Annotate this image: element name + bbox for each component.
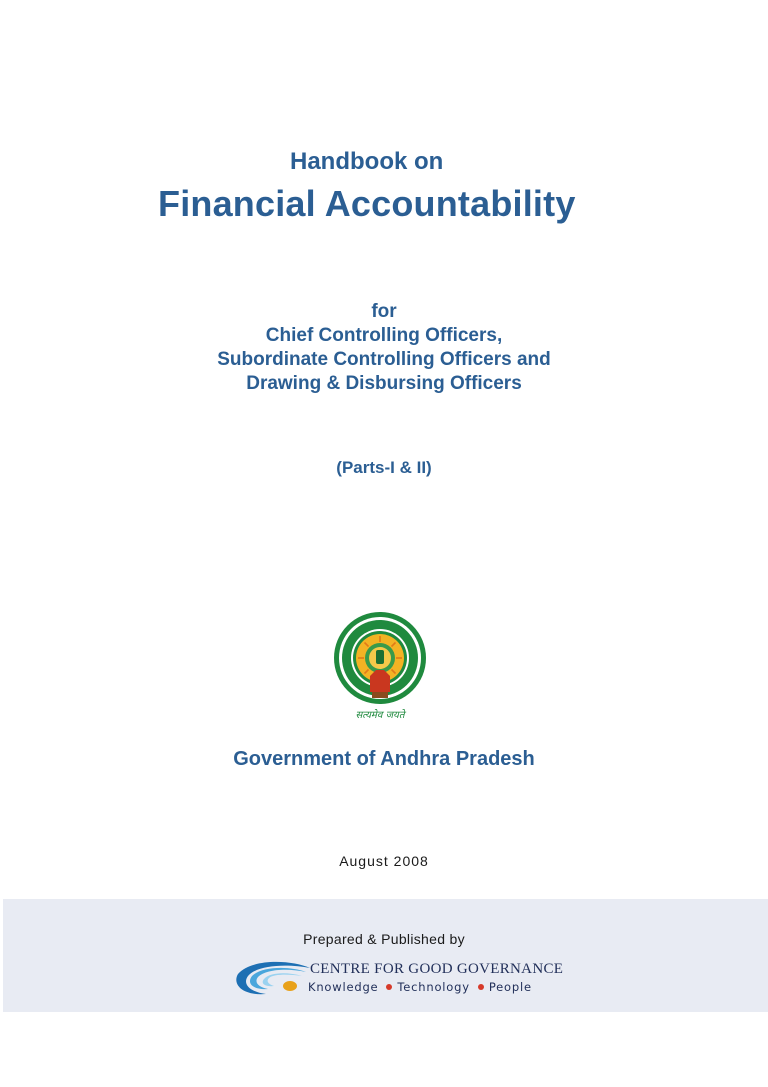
publisher-name: CENTRE FOR GOOD GOVERNANCE	[310, 961, 564, 977]
bullet-dot-icon	[386, 984, 392, 990]
tagline-word: Knowledge	[308, 980, 379, 994]
audience-line: Drawing & Disbursing Officers	[246, 373, 522, 394]
audience-block	[0, 300, 768, 396]
publication-date: August 2008	[339, 853, 429, 869]
audience-line: Subordinate Controlling Officers and	[217, 349, 551, 370]
svg-text:सत्यमेव जयते: सत्यमेव जयते	[355, 710, 405, 721]
state-emblem-icon	[330, 612, 430, 724]
publisher-band	[3, 899, 768, 1012]
tagline-word: Technology	[397, 980, 470, 994]
audience-line: for	[371, 301, 397, 322]
tagline-word: People	[488, 980, 532, 994]
government-name: Government of Andhra Pradesh	[233, 748, 535, 770]
parts-label: (Parts-I & II)	[336, 458, 432, 477]
audience-line: Chief Controlling Officers,	[265, 325, 503, 346]
pre-title: Handbook on	[290, 148, 444, 175]
bullet-dot-icon	[478, 984, 484, 990]
document-title: Financial Accountability	[158, 183, 576, 224]
publisher-tagline	[308, 980, 532, 994]
cgg-logo-icon	[232, 958, 312, 998]
prepared-by-label: Prepared & Published by	[303, 931, 465, 947]
